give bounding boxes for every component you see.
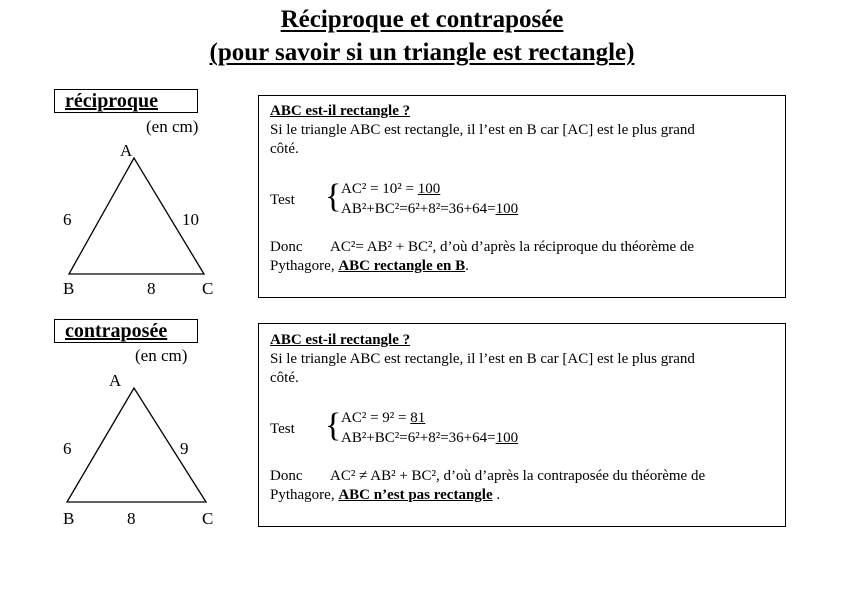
side-length-bc: 8 bbox=[147, 279, 156, 298]
triangle-diagram-reciproque bbox=[50, 135, 230, 300]
question-heading: ABC est-il rectangle ? bbox=[270, 103, 411, 119]
intro-line: côté. bbox=[270, 370, 299, 386]
section-label-contraposee bbox=[54, 319, 198, 343]
test-expression: AB²+BC²=6²+8²=36+64= bbox=[341, 201, 496, 217]
conclusion-suffix: . bbox=[492, 487, 501, 503]
test-label: Test bbox=[270, 192, 295, 208]
question-heading: ABC est-il rectangle ? bbox=[270, 332, 411, 348]
side-length-ab: 6 bbox=[63, 439, 72, 458]
vertex-label-b: B bbox=[63, 509, 75, 528]
vertex-label-c: C bbox=[202, 509, 214, 528]
triangle-diagram-contraposee bbox=[50, 365, 230, 530]
brace-symbol: { bbox=[325, 407, 342, 444]
test-expression: AC² = 10² = bbox=[341, 181, 418, 197]
section-label-text: contraposée bbox=[65, 320, 168, 342]
section-label-text: réciproque bbox=[65, 90, 158, 112]
vertex-label-c: C bbox=[202, 279, 214, 298]
section-label-reciproque bbox=[54, 89, 198, 113]
test-result: 100 bbox=[417, 181, 441, 197]
conclusion-prefix: Pythagore, bbox=[270, 258, 339, 274]
page-title: Réciproque et contraposée bbox=[280, 6, 564, 33]
conclusion-prefix: Pythagore, bbox=[270, 487, 339, 503]
conclusion-result: ABC rectangle en B bbox=[338, 258, 466, 274]
page-subtitle: (pour savoir si un triangle est rectangle) bbox=[209, 39, 635, 66]
unit-label: (en cm) bbox=[135, 346, 188, 365]
side-length-ab: 6 bbox=[63, 210, 72, 229]
intro-line: Si le triangle ABC est rectangle, il l’est en B car [AC] est le plus grand bbox=[270, 351, 695, 367]
test-line-2 bbox=[341, 429, 518, 447]
test-line-1 bbox=[341, 180, 440, 198]
test-expression: AB²+BC²=6²+8²=36+64= bbox=[341, 430, 496, 446]
conclusion-suffix: . bbox=[465, 258, 469, 274]
side-length-ac: 9 bbox=[180, 439, 189, 458]
vertex-label-a: A bbox=[109, 371, 122, 390]
conclusion-result: ABC n’est pas rectangle bbox=[338, 487, 493, 503]
side-length-bc: 8 bbox=[127, 509, 136, 528]
brace-symbol: { bbox=[325, 178, 342, 215]
donc-label: Donc bbox=[270, 468, 303, 484]
conclusion-line-2 bbox=[270, 486, 500, 504]
conclusion-line-2 bbox=[270, 257, 469, 275]
test-label: Test bbox=[270, 421, 295, 437]
vertex-label-b: B bbox=[63, 279, 75, 298]
vertex-label-a: A bbox=[120, 141, 133, 160]
conclusion-line: AC²= AB² + BC², d’où d’après la réciproque du théorème de bbox=[330, 239, 695, 255]
test-line-1 bbox=[341, 409, 425, 427]
test-result: 100 bbox=[495, 430, 519, 446]
donc-label: Donc bbox=[270, 239, 303, 255]
conclusion-line: AC² ≠ AB² + BC², d’où d’après la contraposée du théorème de bbox=[330, 468, 706, 484]
test-result: 81 bbox=[410, 410, 426, 426]
test-result: 100 bbox=[495, 201, 519, 217]
intro-line: Si le triangle ABC est rectangle, il l’est en B car [AC] est le plus grand bbox=[270, 122, 695, 138]
intro-line: côté. bbox=[270, 141, 299, 157]
unit-label: (en cm) bbox=[146, 117, 199, 136]
side-length-ac: 10 bbox=[182, 210, 199, 229]
test-line-2 bbox=[341, 200, 518, 218]
test-expression: AC² = 9² = bbox=[341, 410, 411, 426]
